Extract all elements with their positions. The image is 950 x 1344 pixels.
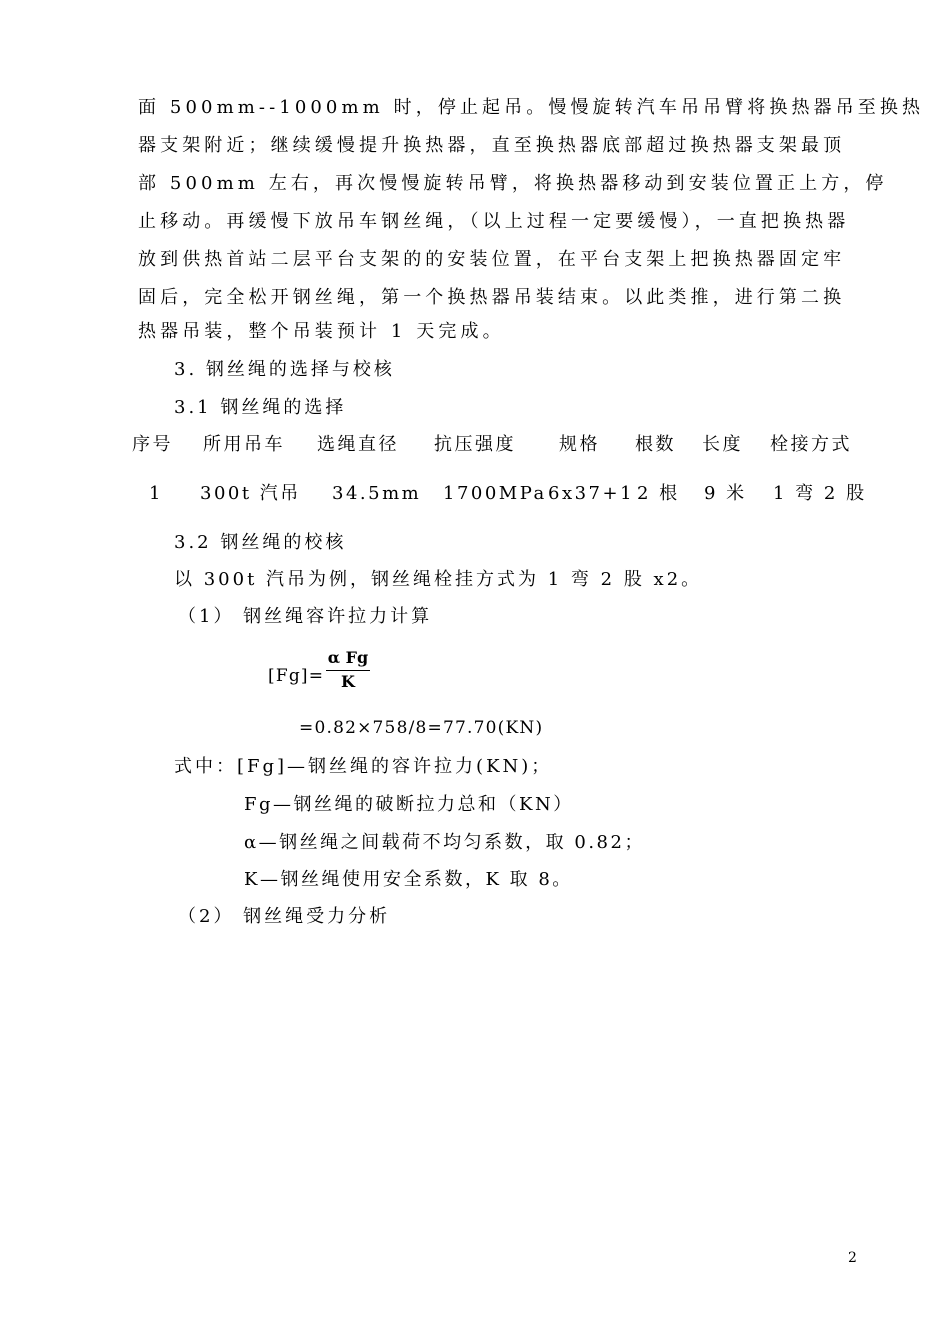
table-cell: 1 — [149, 483, 163, 504]
table-cell: 1 弯 2 股 — [773, 483, 867, 504]
definition-intro: 式中：[Fg]—钢丝绳的容许拉力(KN)； — [174, 756, 553, 777]
item-heading: （1） 钢丝绳容许拉力计算 — [178, 606, 433, 627]
table-header-cell: 栓接方式 — [770, 434, 852, 455]
paragraph-line: 固后，完全松开钢丝绳，第一个换热器吊装结束。以此类推，进行第二换 — [138, 287, 846, 308]
table-row — [0, 481, 950, 507]
paragraph-line: 面 500mm--1000mm 时，停止起吊。慢慢旋转汽车吊吊臂将换热器吊至换热 — [138, 97, 925, 118]
intro-text: 以 300t 汽吊为例，钢丝绳栓挂方式为 1 弯 2 股 x2。 — [174, 569, 703, 590]
paragraph-line: 止移动。再缓慢下放吊车钢丝绳，（以上过程一定要缓慢），一直把换热器 — [138, 211, 850, 232]
page-number: 2 — [848, 1250, 857, 1266]
formula-denominator: K — [341, 672, 355, 691]
table-cell: 2 根 — [637, 483, 680, 504]
fraction-bar — [326, 670, 370, 671]
table-header-cell: 根数 — [635, 434, 676, 455]
formula-lhs: [Fg]= — [268, 666, 325, 686]
subsection-heading: 3.2 钢丝绳的校核 — [174, 532, 347, 553]
subsection-heading: 3.1 钢丝绳的选择 — [174, 397, 347, 418]
table-header-cell: 选绳直径 — [317, 434, 399, 455]
formula-calculation: =0.82×758/8=77.70(KN) — [299, 718, 544, 738]
section-heading: 3. 钢丝绳的选择与校核 — [174, 359, 395, 380]
formula-numerator: α Fg — [327, 648, 369, 667]
definition-line: α—钢丝绳之间载荷不均匀系数，取 0.82； — [244, 832, 645, 853]
paragraph-line: 部 500mm 左右，再次慢慢旋转吊臂，将换热器移动到安装位置正上方，停 — [138, 173, 888, 194]
table-cell: 34.5mm — [332, 483, 422, 504]
table-cell: 300t 汽吊 — [200, 483, 301, 504]
table-header-cell: 所用吊车 — [203, 434, 285, 455]
table-header-row — [0, 432, 950, 458]
table-cell: 6x37+1 — [548, 483, 635, 504]
table-header-cell: 序号 — [132, 434, 173, 455]
paragraph-line: 放到供热首站二层平台支架的的安装位置，在平台支架上把换热器固定牢 — [138, 249, 846, 270]
definition-line: Fg—钢丝绳的破断拉力总和（KN） — [244, 794, 574, 815]
table-header-cell: 长度 — [702, 434, 743, 455]
table-header-cell: 抗压强度 — [434, 434, 516, 455]
paragraph-line: 器支架附近；继续缓慢提升换热器，直至换热器底部超过换热器支架最顶 — [138, 135, 846, 156]
table-header-cell: 规格 — [559, 434, 600, 455]
item-heading: （2） 钢丝绳受力分析 — [178, 906, 391, 927]
table-cell: 1700MPa — [443, 483, 547, 504]
paragraph-line: 热器吊装，整个吊装预计 1 天完成。 — [138, 321, 505, 342]
table-cell: 9 米 — [704, 483, 747, 504]
definition-line: K—钢丝绳使用安全系数，K 取 8。 — [244, 869, 573, 890]
